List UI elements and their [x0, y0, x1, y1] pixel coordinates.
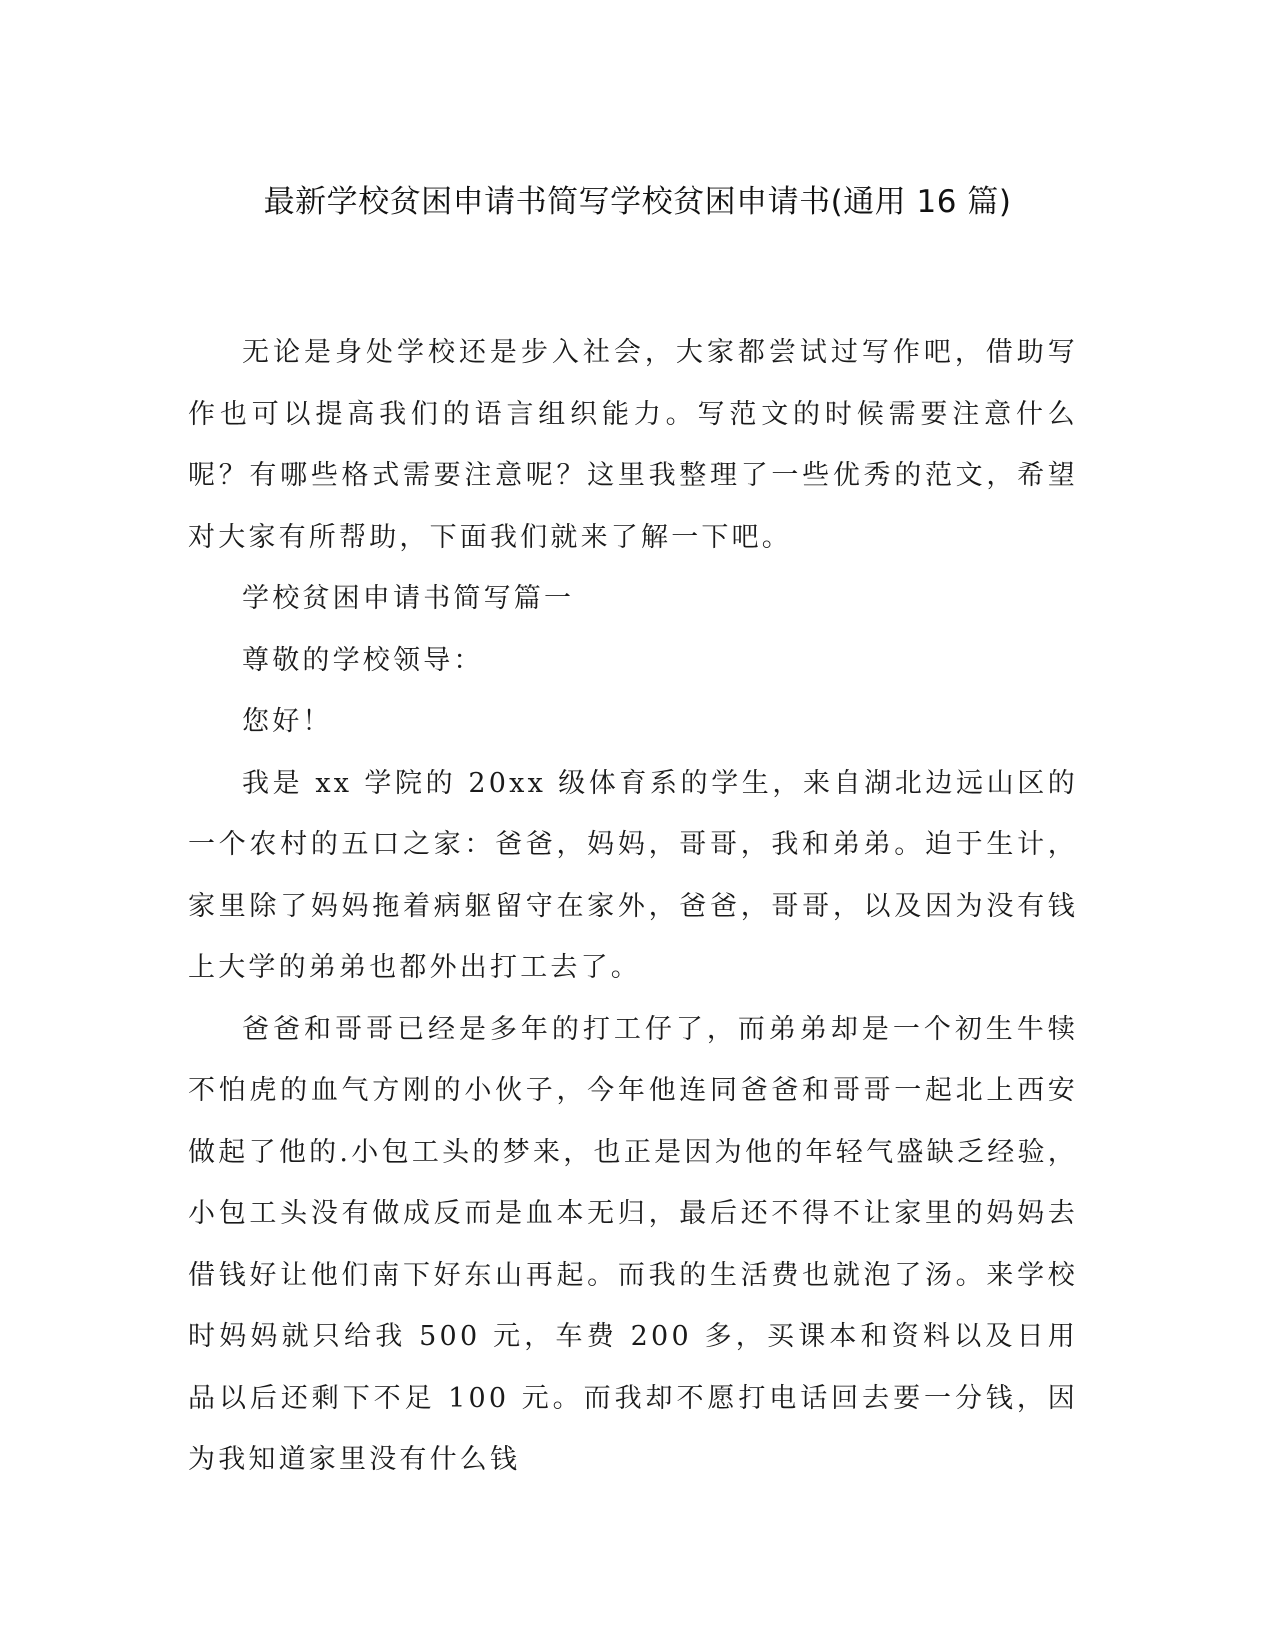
paragraph-section-heading: 学校贫困申请书简写篇一 [242, 583, 575, 614]
paragraph-situation: 爸爸和哥哥已经是多年的打工仔了，而弟弟却是一个初生牛犊不怕虎的血气方刚的小伙子，今年他连同爸爸和哥哥一起北上西安做起了他的.小包工头的梦来，也正是因为他的年轻气盛缺乏经验，小包工头没有做成反而是血本无归，最后还不得不让家里的妈妈去借钱好让他们南下好东山再起。而我的生活费也就泡了汤。来学校时妈妈就只给我 500 元，车费 200 多，买课本和资料以及日用品以后还剩下不足 100 元。而我却不愿打电话回去要一分钱，因为我知道家里没有什么钱 [188, 1013, 1078, 1475]
paragraph-intro: 无论是身处学校还是步入社会，大家都尝试过写作吧，借助写作也可以提高我们的语言组织能力。写范文的时候需要注意什么呢？有哪些格式需要注意呢？这里我整理了一些优秀的范文，希望对大家有所帮助，下面我们就来了解一下吧。 [188, 337, 1078, 553]
paragraph-greeting: 您好！ [242, 706, 333, 737]
paragraph-salutation: 尊敬的学校领导： [242, 644, 484, 676]
document-title: 最新学校贫困申请书简写学校贫困申请书(通用 16 篇) [263, 184, 1012, 220]
paragraph-family: 我是 xx 学院的 20xx 级体育系的学生，来自湖北边远山区的一个农村的五口之家：爸爸，妈妈，哥哥，我和弟弟。迫于生计，家里除了妈妈拖着病躯留守在家外，爸爸，哥哥，以及因为没有钱上大学的弟弟也都外出打工去了。 [188, 767, 1078, 983]
document-body [188, 322, 1078, 1491]
